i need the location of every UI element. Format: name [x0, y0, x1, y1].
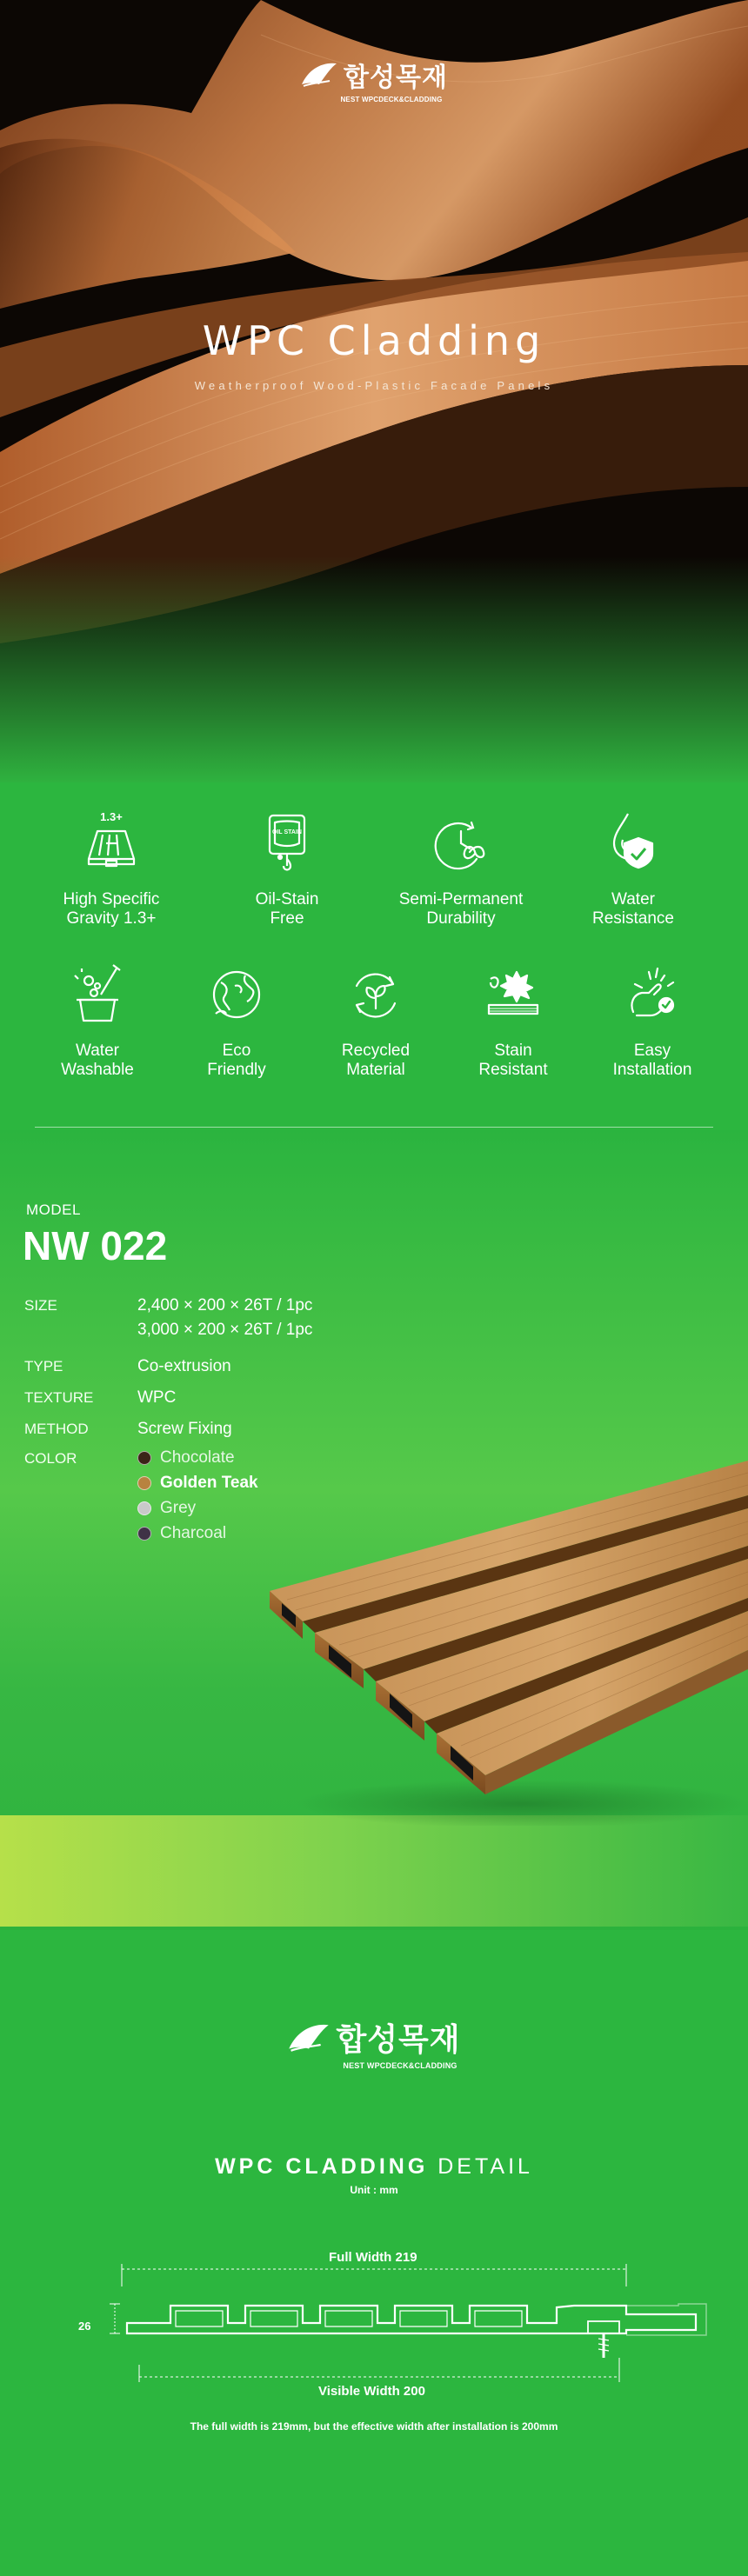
method-value: Screw Fixing [137, 1420, 232, 1438]
swatch-chocolate [137, 1451, 151, 1465]
hero-title: WPC Cladding [202, 317, 546, 364]
detail-title-bold: WPC CLADDING [215, 2154, 429, 2179]
feature-label-line1: Semi-Permanent [398, 890, 524, 909]
type-label: TYPE [24, 1358, 63, 1375]
feature-label-line1: Oil-Stain [255, 890, 319, 909]
color-name: Grey [160, 1499, 197, 1517]
brand-logo[interactable] [0, 56, 748, 103]
brand-tagline: NEST WPCDECK&CLADDING [343, 2061, 457, 2070]
full-width-label: Full Width 219 [329, 2250, 417, 2265]
lime-band [0, 1815, 748, 1927]
thickness-label: 26 [78, 2320, 91, 2333]
brand-name: 합성목재 [344, 63, 448, 93]
feature-label-line2: Washable [61, 1061, 134, 1079]
feature-label-line1: Recycled [341, 1042, 411, 1060]
recycle-plant-icon [341, 960, 411, 1029]
detail-title-light: DETAIL [437, 2154, 533, 2179]
feature-water-resistance [564, 809, 703, 929]
feature-oil-stain-free [217, 809, 357, 929]
detail-section [0, 1930, 748, 2576]
easy-install-icon [618, 960, 687, 1029]
swatch-charcoal [137, 1527, 151, 1541]
feature-label-line2: Friendly [207, 1061, 266, 1079]
model-number: NW 022 [23, 1223, 168, 1268]
feature-label-line1: Water [76, 1042, 119, 1060]
visible-width-label: Visible Width 200 [318, 2384, 425, 2399]
type-value: Co-extrusion [137, 1357, 231, 1375]
durability-clock-icon [426, 809, 496, 878]
brand-name: 합성목재 [336, 2022, 461, 2058]
feature-recycled-material [306, 960, 445, 1080]
water-shield-icon [598, 809, 668, 878]
feature-label-line1: Easy [633, 1042, 671, 1060]
brand-logo-detail[interactable] [0, 2015, 748, 2070]
cladding-panel-image [261, 1461, 748, 1826]
size-value-2: 3,000 × 200 × 26T / 1pc [137, 1321, 313, 1339]
color-option-grey[interactable] [137, 1498, 196, 1519]
stain-resistant-icon [478, 960, 548, 1029]
water-washable-icon [63, 960, 132, 1029]
texture-value: WPC [137, 1388, 177, 1407]
color-option-chocolate[interactable] [137, 1448, 235, 1468]
detail-unit: Unit : mm [350, 2184, 398, 2196]
size-label: SIZE [24, 1297, 57, 1314]
feature-label-line2: Resistance [592, 909, 674, 928]
color-name: Charcoal [160, 1524, 227, 1542]
hero-subtitle: Weatherproof Wood-Plastic Facade Panels [194, 379, 554, 392]
leaf-logo-icon [287, 2020, 331, 2055]
gravity-scale-icon [77, 809, 146, 878]
texture-label: TEXTURE [24, 1389, 94, 1406]
feature-label-line2: Material [346, 1061, 405, 1079]
feature-easy-installation [583, 960, 722, 1080]
feature-label-line2: Installation [612, 1061, 692, 1079]
feature-water-washable [28, 960, 167, 1080]
features-section [0, 782, 748, 1130]
feature-label-line2: Resistant [478, 1061, 548, 1079]
feature-stain-resistant [444, 960, 583, 1080]
feature-high-specific-gravity [42, 809, 181, 929]
method-label: METHOD [24, 1421, 89, 1437]
swatch-golden-teak [137, 1476, 151, 1490]
oil-stain-badge: OIL STAIN [272, 829, 302, 835]
model-label: MODEL [26, 1201, 81, 1218]
feature-label-line2: Free [270, 909, 304, 928]
eco-globe-icon [202, 960, 271, 1029]
feature-semi-permanent-durability [391, 809, 531, 929]
gravity-badge: 1.3+ [100, 810, 123, 823]
oil-stain-free-icon [252, 809, 322, 878]
hero-section [0, 0, 748, 782]
feature-label-line1: Stain [494, 1042, 532, 1060]
color-option-charcoal[interactable] [137, 1523, 226, 1544]
feature-label-line1: High Specific [63, 890, 160, 909]
feature-label-line1: Water [611, 890, 655, 909]
spec-section [0, 1130, 748, 1930]
detail-note: The full width is 219mm, but the effective width after installation is 200mm [190, 2420, 558, 2433]
detail-title [0, 2154, 748, 2180]
leaf-logo-icon [300, 60, 338, 90]
feature-label-line2: Gravity 1.3+ [66, 909, 157, 928]
brand-tagline: NEST WPCDECK&CLADDING [340, 96, 443, 103]
feature-eco-friendly [167, 960, 306, 1080]
color-label: COLOR [24, 1450, 77, 1467]
swatch-grey [137, 1501, 151, 1515]
color-name: Chocolate [160, 1448, 235, 1467]
feature-label-line1: Eco [222, 1042, 251, 1060]
color-option-golden-teak[interactable] [137, 1473, 258, 1494]
section-divider [35, 1127, 713, 1128]
feature-label-line2: Durability [426, 909, 496, 928]
color-name: Golden Teak [160, 1474, 258, 1492]
size-value-1: 2,400 × 200 × 26T / 1pc [137, 1296, 313, 1315]
cross-section-drawing [0, 2260, 748, 2391]
